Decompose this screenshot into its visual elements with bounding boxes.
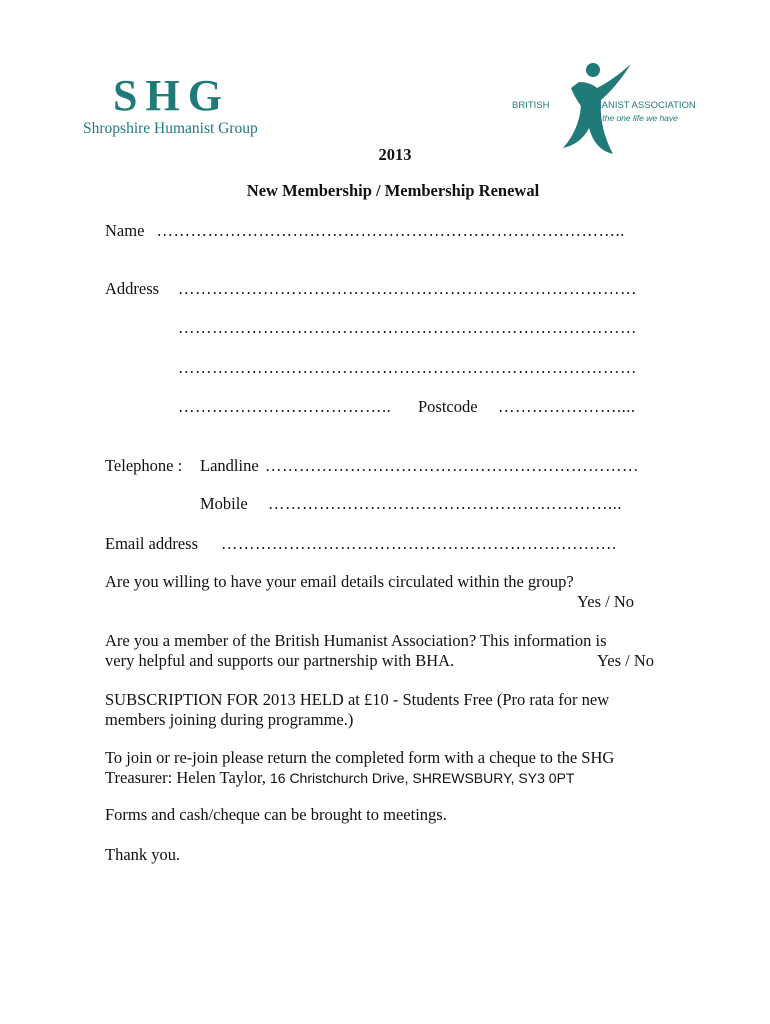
email-answer[interactable]: Yes / No	[577, 592, 635, 611]
address-label: Address	[105, 279, 160, 298]
bha-name-part2: HUMANIST ASSOCIATION	[580, 100, 696, 111]
address-field-line-2[interactable]: ………………………………………………………………………	[178, 318, 637, 337]
form-title: New Membership / Membership Renewal	[246, 181, 540, 200]
forms-note: Forms and cash/cheque can be brought to meetings.	[105, 805, 447, 824]
landline-field[interactable]: …………………………………………………………	[265, 456, 639, 475]
address-field-line-1[interactable]: ………………………………………………………………………	[178, 279, 637, 298]
telephone-label: Telephone :	[105, 456, 183, 475]
email-field[interactable]: …………………………………………………………….	[221, 534, 617, 553]
subscription-line-2: members joining during programme.)	[105, 710, 354, 729]
subscription-line-1: SUBSCRIPTION FOR 2013 HELD at £10 - Students Free (Pro rata for new	[105, 690, 610, 709]
treasurer-name: Treasurer: Helen Taylor,	[105, 768, 270, 787]
mobile-field[interactable]: ……………………………………………………...	[268, 494, 622, 513]
return-line-2	[105, 768, 574, 788]
org-name: Shropshire Humanist Group	[83, 120, 258, 137]
email-label: Email address	[105, 534, 199, 553]
form-year: 2013	[378, 145, 412, 164]
mobile-label: Mobile	[200, 494, 248, 513]
name-label: Name	[105, 221, 145, 240]
bha-logo	[510, 58, 696, 158]
bha-question-line-1: Are you a member of the British Humanist Association? This information is	[105, 631, 607, 650]
return-line-1: To join or re-join please return the completed form with a cheque to the SHG	[105, 748, 615, 767]
treasurer-address: 16 Christchurch Drive, SHREWSBURY, SY3 0PT	[269, 770, 575, 786]
bha-answer[interactable]: Yes / No	[597, 651, 655, 670]
bha-tagline: for the one life we have	[590, 113, 678, 123]
name-row	[105, 221, 625, 241]
bha-question-line-2: very helpful and supports our partnership with BHA.	[105, 651, 455, 670]
postcode-field[interactable]: …………………....	[498, 397, 636, 416]
landline-label: Landline	[200, 456, 259, 475]
thanks-text: Thank you.	[105, 845, 181, 864]
name-field[interactable]: ………………………………………………………………………..	[156, 221, 625, 240]
postcode-label: Postcode	[418, 397, 478, 416]
address-field-line-4[interactable]: ………………………………..	[178, 397, 392, 416]
org-abbrev: SHG	[113, 71, 230, 120]
bha-name-part1: BRITISH	[512, 100, 550, 111]
address-field-line-3[interactable]: ………………………………………………………………………	[178, 358, 637, 377]
email-question: Are you willing to have your email details circulated within the group?	[105, 572, 574, 591]
